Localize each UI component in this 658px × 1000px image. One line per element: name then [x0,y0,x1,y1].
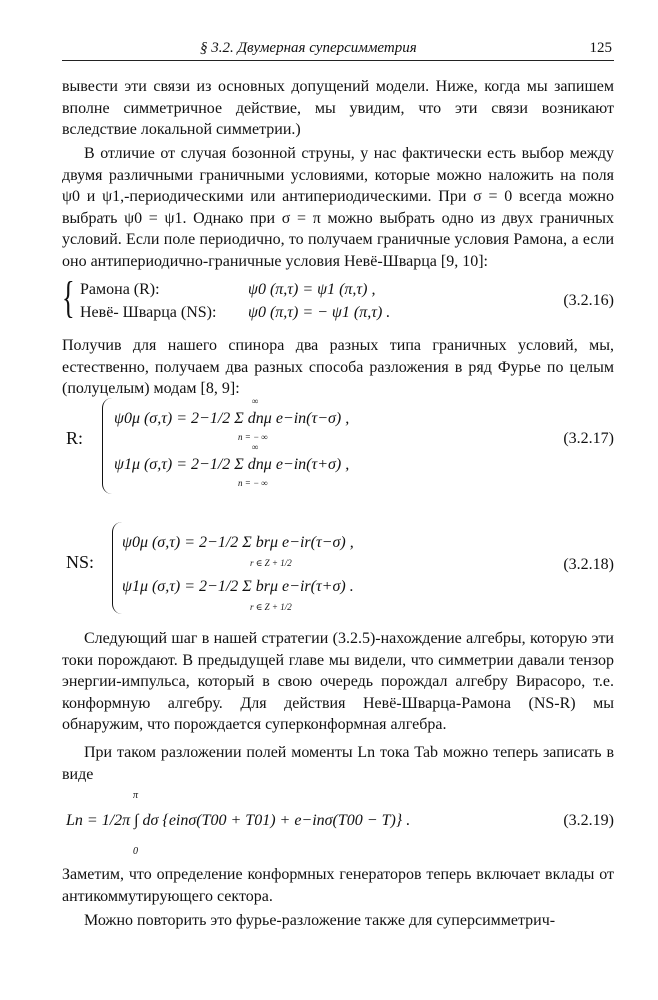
header-title: § 3.2. Двумерная суперсимметрия [200,40,417,56]
eq19-int-upper: π [133,790,139,801]
paragraph-5: При таком разложении полей моменты Ln тока Tab можно теперь записать в виде [62,744,614,783]
eq16-row2: ψ0 (π,τ) = − ψ1 (π,τ) . [248,304,391,321]
paragraph-3: Получив для нашего спинора два разных типа граничных условий, мы, естественно, получаем два разных способа разложения в ряд Фурье по целым (полуцелым) модам [8, 9]: [62,337,614,397]
eq16-number: (3.2.16) [563,292,614,309]
left-brace: { [62,273,75,322]
eq17-sum1-upper: ∞ [252,396,259,406]
eq17-sum2-lower: n = − ∞ [238,478,268,488]
page-number: 125 [589,40,612,56]
eq17-row1: ψ0μ (σ,τ) = 2−1/2 Σ dnμ e−in(τ−σ) , [114,410,350,427]
eq19-int-lower: 0 [133,846,138,857]
paragraph-1: вывести эти связи из основных допущений модели. Ниже, когда мы запишем вполне симметричное действие, мы увидим, что эти связи возникают вследствие локальной симметрии.) [62,78,614,138]
eq16-row1: ψ0 (π,τ) = ψ1 (π,τ) , [248,281,376,298]
eq19-number: (3.2.19) [563,812,614,829]
eq18-sum2-lower: r ∈ Z + 1/2 [250,602,292,612]
eq17-sum1-lower: n = − ∞ [238,432,268,442]
paragraph-7: Можно повторить это фурье-разложение также для суперсимметрич- [84,912,556,929]
paragraph-6: Заметим, что определение конформных генераторов теперь включает вклады от антикоммутирующего сектора. [62,866,614,905]
eq17-label: R: [66,428,84,448]
paragraph-2: В отличие от случая бозонной струны, у нас фактически есть выбор между двумя различными граничными условиями, которые можно наложить на поля ψ0 и ψ1,-периодическими или антипериодическими. При σ = 0 всегда можно выбрать ψ0 = ψ1. Однако при σ = π можно выбрать одно из двух граничных условий. Если поле периодично, то получаем граничные условия Рамона, а если оно антипериодично-граничные условия Невё-Шварца [9, 10]: [62,145,614,270]
eq16-label-ns: Невё- Шварца (NS): [80,304,217,321]
running-header [62,38,614,61]
eq18-sum1-lower: r ∈ Z + 1/2 [250,558,292,568]
eq17-sum2-upper: ∞ [252,442,259,452]
eq17-row2: ψ1μ (σ,τ) = 2−1/2 Σ dnμ e−in(τ+σ) , [114,456,350,473]
eq16-label-ramond: Рамона (R): [80,281,160,298]
eq17-brace [102,398,113,494]
eq18-number: (3.2.18) [563,556,614,573]
eq17-number: (3.2.17) [563,430,614,447]
eq18-label: NS: [66,552,95,572]
eq18-row1: ψ0μ (σ,τ) = 2−1/2 Σ brμ e−ir(τ−σ) , [122,534,354,551]
eq19-body: Ln = 1/2π ∫ dσ {einσ(T00 + T01) + e−inσ(T00 − T)} . [66,812,411,829]
paragraph-4: Следующий шаг в нашей стратегии (3.2.5)-нахождение алгебры, которую эти токи порождают. В предыдущей главе мы видели, что симметрии давали тензор энергии-импульса, который в свою очередь порождал алгебру Вирасоро, т.е. конформную алгебру. Для действия Невё-Шварца-Рамона (NS-R) мы обнаружим, что порождается суперконформная алгебра. [62,630,614,733]
eq18-row2: ψ1μ (σ,τ) = 2−1/2 Σ brμ e−ir(τ+σ) . [122,578,354,595]
